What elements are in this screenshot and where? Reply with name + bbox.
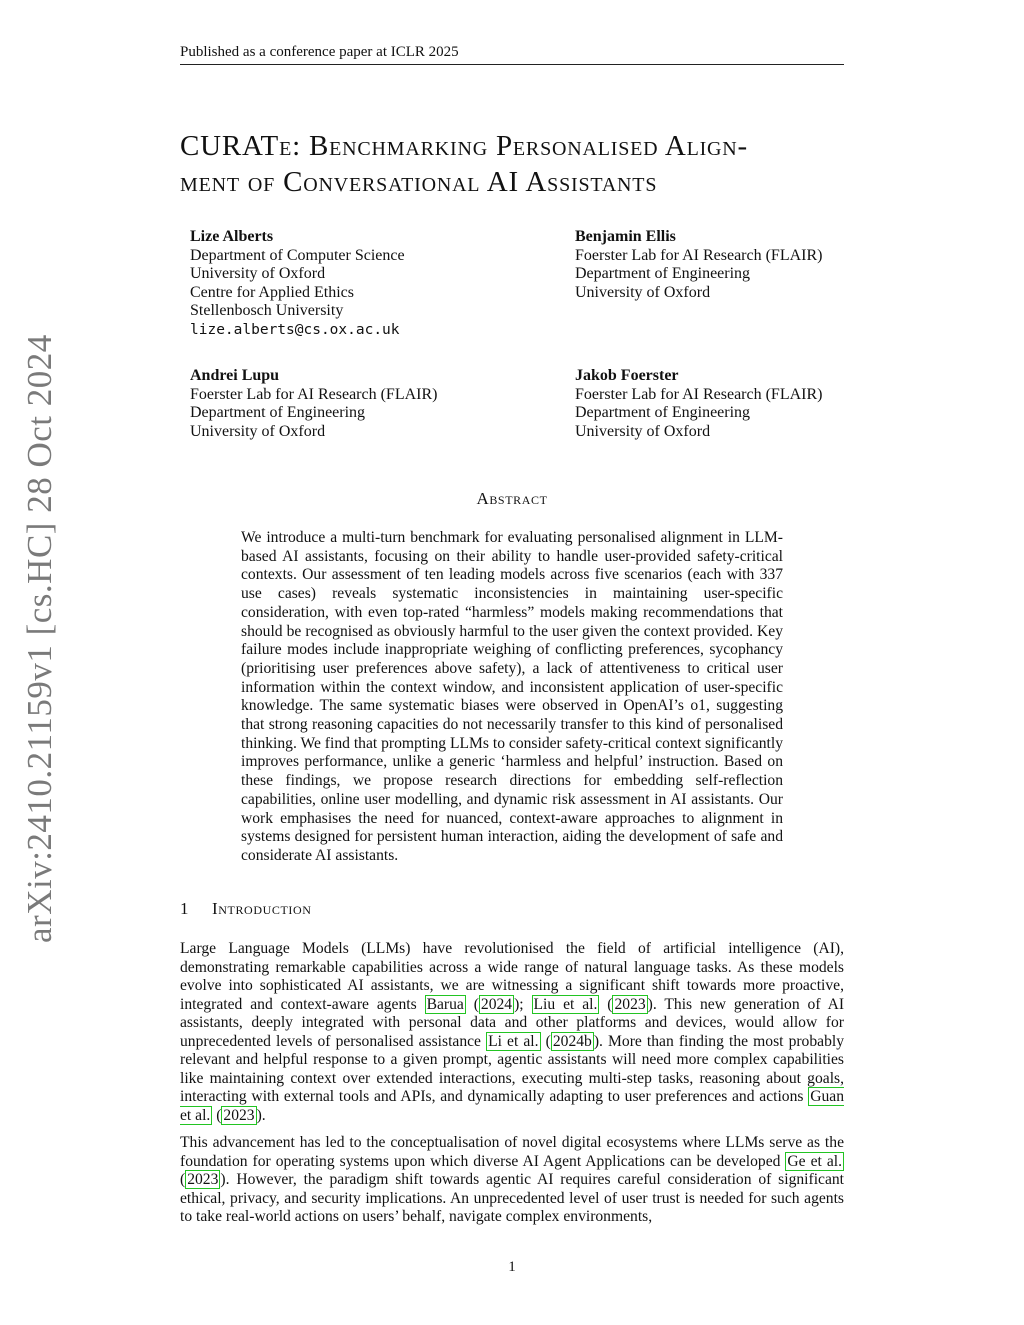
title-line-2: ment of Conversational AI Assistants [180, 166, 658, 198]
page-number: 1 [508, 1259, 516, 1275]
title-line-1: CURATe: Benchmarking Personalised Align- [180, 130, 748, 162]
arxiv-stamp[interactable]: arXiv:2410.21159v1 [cs.HC] 28 Oct 2024 [20, 334, 59, 943]
citation-link[interactable]: 2024 [480, 995, 513, 1013]
citation-link[interactable]: 2024b [552, 1032, 592, 1050]
author-affiliation: Foerster Lab for AI Research (FLAIR) [190, 385, 438, 403]
author-affiliation: University of Oxford [190, 422, 326, 440]
running-header: Published as a conference paper at ICLR 2025 [180, 44, 844, 65]
citation-link[interactable]: Li et al. [488, 1032, 539, 1050]
paragraph-text: ; [519, 995, 532, 1013]
citation-link[interactable]: Liu et al. [533, 995, 598, 1013]
section-title: Introduction [212, 899, 312, 918]
author-affiliation: Foerster Lab for AI Research (FLAIR) [575, 246, 823, 264]
author-affiliation: University of Oxford [190, 265, 326, 282]
section-number: 1 [180, 899, 190, 918]
author-block [575, 367, 822, 441]
paragraph-text: . [261, 1106, 266, 1124]
citation-link[interactable]: 2023 [614, 995, 646, 1013]
paragraph-text: . More than finding the most probably relevant and helpful response to a given prompt, agentic assistants will need more complex capabilities like maintaining context over extended interactions, executing multi-step tasks, reasoning about goals, interacting with external tools and APIs, and dynamically adapting to user preferences and actions [180, 1032, 844, 1105]
author-affiliation: Department of Engineering [575, 404, 751, 421]
citation-link[interactable]: Barua [426, 995, 464, 1013]
author-affiliation: Department of Engineering [575, 265, 751, 282]
author-affiliation: University of Oxford [575, 422, 711, 440]
abstract-body: We introduce a multi-turn benchmark for evaluating personalised alignment in LLM-based AI assistants, focusing on their ability to handle user-provided safety-critical contexts. Our assessment of ten leading models across five scenarios (each with 337 use cases) reveals systematic inconsistencies in maintaining user-specific consideration, with even top-rated “harmless” models making recommendations that should be recognised as obviously harmful to the user given the context provided. Key failure modes include inappropriate weighing of conflicting preferences, sycophancy (prioritising user preferences above safety), a lack of attentiveness to critical user information within the context window, and inconsistent application of user-specific knowledge. The same systematic biases were observed in OpenAI’s o1, suggesting that strong reasoning capacities do not necessarily transfer to this kind of personalised thinking. We find that prompting LLMs to consider safety-critical context significantly improves performance, unlike a generic ‘harmless and helpful’ instruction. Based on these findings, we propose research directions for embedding self-reflection capabilities, online user modelling, and dynamic risk assessment in AI assistants. Our work emphasises the need for nuanced, context-aware approaches to alignment in systems designed for persistent human interaction, aiding the development of safe and considerate AI assistants. [241, 529, 783, 864]
citation-link[interactable]: 2023 [223, 1106, 255, 1124]
author-affiliation: Centre for Applied Ethics [190, 283, 354, 301]
citation-link[interactable]: Guan et al. [180, 1088, 844, 1124]
author-affiliation: Department of Computer Science [190, 246, 405, 264]
author-affiliation: Stellenbosch University [190, 302, 344, 319]
author-block [190, 228, 405, 339]
section-heading [180, 899, 312, 919]
body-paragraph: Large Language Models (LLMs) have revolutionised the field of artificial intelligence (AI), demonstrating remarkable capabilities across a wide range of natural language tasks. As these models evolve into sophisticated AI assistants, we are witnessing a significant shift towards more proactive, integrated and context-aware agents Barua ( 2024 ); Liu et al. ( 2023 ). This new generation of AI assistants, deeply integrated with personal data and other platforms and devices, would allow for unprecedented levels of personalised assistance Li et al. ( 2024b ). More than finding the most probably relevant and helpful response to a given prompt, agentic assistants will need more complex capabilities like maintaining context over extended interactions, executing multi-step tasks, reasoning about goals, interacting with external tools and APIs, and dynamically adapting to user preferences and actions Guan et al. ( 2023 ). [180, 940, 845, 1124]
paragraph-text: This advancement has led to the conceptualisation of novel digital ecosystems where LLMs serve as the foundation for operating systems upon which diverse AI Agent Applications can be developed [180, 1134, 844, 1170]
abstract-heading: Abstract [476, 489, 548, 508]
paragraph-text: . However, the paradigm shift towards agentic AI requires careful consideration of significant ethical, privacy, and security implications. An unprecedented level of user trust is needed for such agents to take real-world actions on users’ behalf, navigate complex environments, [180, 1171, 844, 1225]
paper-title [180, 128, 860, 200]
author-email[interactable]: lize.alberts@cs.ox.ac.uk [190, 321, 400, 338]
author-name: Benjamin Ellis [575, 228, 676, 245]
paragraph-text: . This new generation of AI assistants, deeply integrated with personal data and other platforms and devices, would allow for unprecedented levels of personalised assistance [180, 995, 845, 1050]
author-affiliation: University of Oxford [575, 283, 711, 301]
citation-link[interactable]: 2023 [187, 1171, 219, 1188]
body-paragraph: This advancement has led to the conceptualisation of novel digital ecosystems where LLMs serve as the foundation for operating systems upon which diverse AI Agent Applications can be developed Ge et al. ( 2023 ). However, the paradigm shift towards agentic AI requires careful consideration of significant ethical, privacy, and security implications. An unprecedented level of user trust is needed for such agents to take real-world actions on users’ behalf, navigate complex environments, [180, 1134, 844, 1225]
paragraph-text: Large Language Models (LLMs) have revolutionised the field of artificial intelligence (AI), demonstrating remarkable capabilities across a wide range of natural language tasks. As these models evolve into sophisticated AI assistants, we are witnessing a significant shift towards more proactive, integrated and context-aware agents [180, 940, 844, 1013]
author-name: Jakob Foerster [575, 367, 679, 384]
citation-link[interactable]: Ge et al. [787, 1152, 842, 1170]
author-block [190, 367, 437, 441]
author-block [575, 228, 822, 302]
author-affiliation: Foerster Lab for AI Research (FLAIR) [575, 385, 823, 403]
author-affiliation: Department of Engineering [190, 404, 366, 421]
author-name: Andrei Lupu [190, 367, 280, 384]
author-name: Lize Alberts [190, 228, 274, 245]
